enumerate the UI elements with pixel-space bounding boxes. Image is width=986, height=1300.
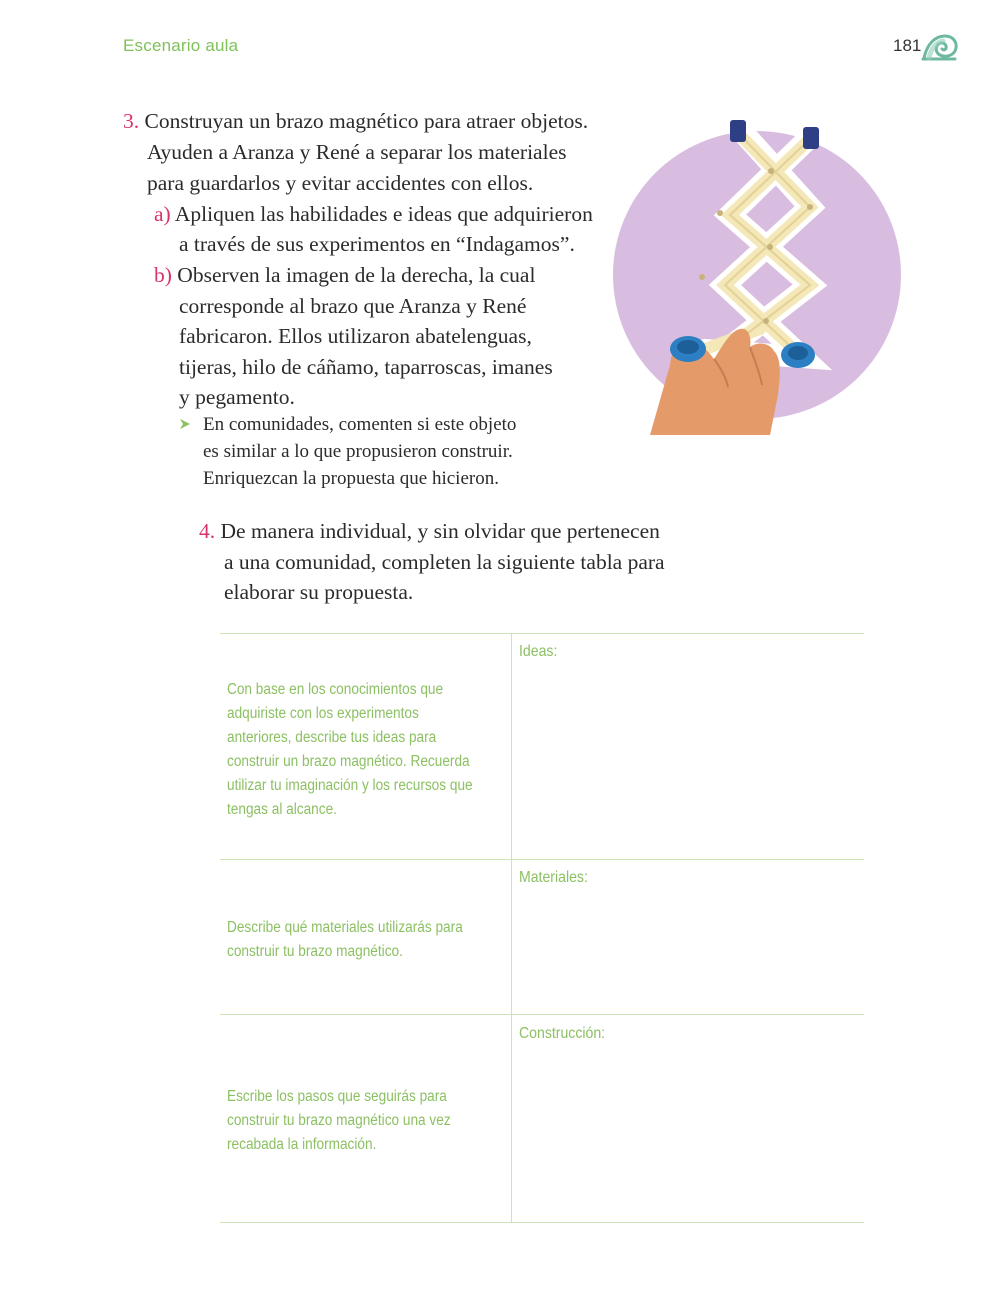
item-b-text-2: corresponde al brazo que Aranza y René [179, 294, 527, 318]
item-b-text-4: tijeras, hilo de cáñamo, taparroscas, imanes [179, 355, 553, 379]
magnetic-arm-illustration [610, 115, 910, 440]
item-b-text-3: fabricaron. Ellos utilizaron abatelenguas, [179, 324, 532, 348]
page-number: 181 [893, 36, 922, 55]
materials-prompt [227, 916, 507, 964]
activity-3-line-1 [123, 106, 588, 136]
ideas-answer-area[interactable] [512, 634, 864, 859]
item-a-line-1 [154, 199, 593, 229]
construction-prompt [227, 1085, 507, 1157]
activity-4-text-1: De manera individual, y sin olvidar que pertenecen [220, 519, 660, 543]
activity-3-number: 3. [123, 109, 140, 133]
construction-answer-area[interactable] [512, 1015, 864, 1222]
ideas-prompt-line: utilizar tu imaginación y los recursos que [227, 777, 473, 794]
activity-4-text-2: a una comunidad, completen la siguiente tabla para [224, 550, 665, 574]
construction-prompt-line: recabada la información. [227, 1136, 377, 1153]
ideas-prompt-line: anteriores, describe tus ideas para [227, 729, 437, 746]
ideas-prompt-line: construir un brazo magnético. Recuerda [227, 753, 470, 770]
bullet-text-2: es similar a lo que propusieron construir. [203, 441, 513, 462]
activity-3-text-2: Ayuden a Aranza y René a separar los materiales [147, 140, 567, 164]
table-divider [220, 1222, 864, 1223]
item-b-line-1 [154, 260, 535, 290]
construction-label: Construcción: [519, 1025, 606, 1042]
activity-4-line-1 [199, 516, 660, 546]
ideas-label: Ideas: [519, 643, 558, 660]
materials-answer-area[interactable] [512, 860, 864, 1014]
ideas-prompt-line: adquiriste con los experimentos [227, 705, 419, 722]
activity-3-text-1: Construyan un brazo magnético para atraer objetos. [144, 109, 589, 133]
bullet-text-1: En comunidades, comenten si este objeto [203, 414, 517, 435]
item-a-text-2: a través de sus experimentos en “Indagamos”. [179, 232, 575, 256]
item-b-text-5: y pegamento. [179, 385, 295, 409]
ideas-prompt [227, 678, 507, 822]
construction-prompt-line: Escribe los pasos que seguirás para [227, 1088, 447, 1105]
materials-prompt-line: Describe qué materiales utilizarás para [227, 919, 463, 936]
ideas-prompt-line: tengas al alcance. [227, 801, 337, 818]
activity-3-text-3: para guardarlos y evitar accidentes con ellos. [147, 171, 534, 195]
materials-prompt-line: construir tu brazo magnético. [227, 943, 403, 960]
item-b-label: b) [154, 263, 172, 287]
arrowhead-bullet-icon [179, 418, 191, 430]
item-a-text-1: Apliquen las habilidades e ideas que adquirieron [174, 202, 593, 226]
section-title: Escenario aula [123, 36, 239, 55]
bullet-text-3: Enriquezcan la propuesta que hicieron. [203, 468, 499, 489]
item-a-label: a) [154, 202, 171, 226]
activity-4-text-3: elaborar su propuesta. [224, 580, 414, 604]
snail-icon [921, 30, 959, 62]
materials-label: Materiales: [519, 869, 588, 886]
ideas-prompt-line: Con base en los conocimientos que [227, 681, 444, 698]
item-b-text-1: Observen la imagen de la derecha, la cual [177, 263, 536, 287]
construction-prompt-line: construir tu brazo magnético una vez [227, 1112, 451, 1129]
activity-4-number: 4. [199, 519, 216, 543]
proposal-table [220, 633, 864, 1223]
